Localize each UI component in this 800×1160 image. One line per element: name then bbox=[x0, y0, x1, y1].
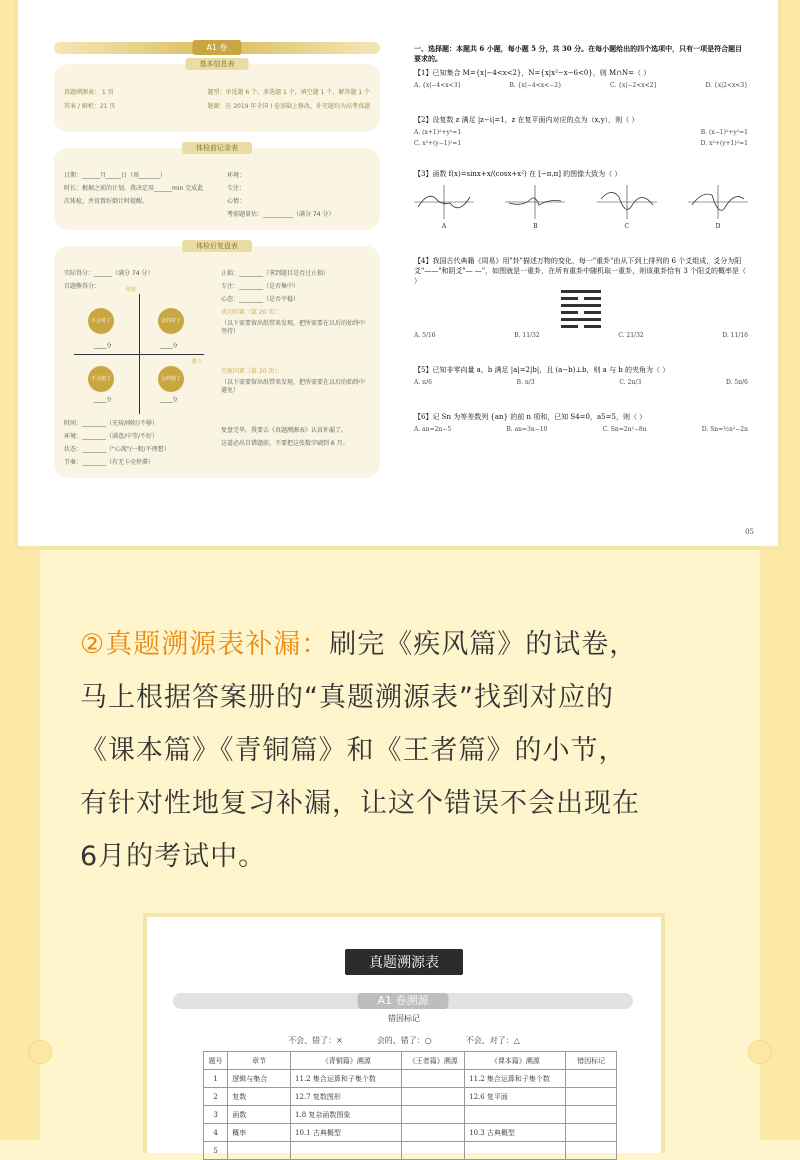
table-cell: 4 bbox=[204, 1124, 228, 1142]
table-cell: 11.2 集合运算和子集个数 bbox=[465, 1070, 566, 1088]
copy-line-2: 马上根据答案册的“真题溯源表”找到对应的 bbox=[80, 682, 614, 713]
table-cell bbox=[402, 1106, 465, 1124]
question-6 bbox=[414, 412, 748, 433]
q4-opt-d: D. 11/16 bbox=[722, 332, 748, 339]
table-row bbox=[204, 1142, 617, 1160]
table-cell: 3 bbox=[204, 1106, 228, 1124]
post-score: 实际得分：______（满分 74 分） bbox=[64, 270, 154, 277]
question-2 bbox=[414, 115, 748, 147]
pre-date: 日期：______月_____日（周_______） bbox=[64, 172, 167, 179]
basic-r1-right: 题型：单选题 6 个，多选题 1 个，填空题 1 个，解答题 1 个 bbox=[207, 89, 370, 96]
sheet-title: 真题溯源表 bbox=[345, 949, 463, 975]
table-cell: 概率 bbox=[228, 1124, 291, 1142]
basic-r2-right: 题源：在 2019 年全国 I 卷基础上修改，补充题均为高考真题 bbox=[207, 103, 370, 110]
page-number: 05 bbox=[745, 528, 754, 536]
copy-line-1: 刷完《疾风篇》的试卷， bbox=[329, 629, 638, 660]
left-notch bbox=[28, 1040, 52, 1064]
q6-opt-b: B. an=3n−10 bbox=[506, 426, 548, 433]
col-header: 《青铜篇》溯源 bbox=[291, 1052, 402, 1070]
basic-r2-left: 答案 / 解析：21 页 bbox=[64, 103, 116, 110]
blank-1: _____分 bbox=[94, 343, 112, 349]
axis-right-label: 能力 bbox=[192, 359, 203, 365]
copy-line-5: 6月的考试中。 bbox=[80, 841, 267, 872]
legend-item-2: 会的、错了：○ bbox=[376, 1036, 432, 1045]
graph-d-icon bbox=[688, 185, 748, 219]
success-factor-label: 成功因素（第 20 页）： bbox=[221, 309, 284, 316]
table-row bbox=[204, 1106, 617, 1124]
table-cell bbox=[566, 1142, 617, 1160]
table-cell bbox=[566, 1070, 617, 1088]
pre-focus: 专注： bbox=[227, 185, 246, 192]
question-5 bbox=[414, 365, 748, 386]
traceback-sheet-image bbox=[143, 913, 665, 1153]
post-stoploss: 止损：________（拿到题目是否过止损） bbox=[221, 270, 330, 277]
table-cell: 函数 bbox=[228, 1106, 291, 1124]
volume-banner bbox=[54, 42, 380, 54]
sheet-legend bbox=[147, 1035, 661, 1046]
q4-opt-c: C. 21/32 bbox=[618, 332, 644, 339]
left-page bbox=[18, 0, 398, 546]
post-test-card bbox=[54, 242, 380, 478]
table-cell bbox=[402, 1088, 465, 1106]
graph-c-icon bbox=[597, 185, 657, 219]
sheet-subtitle: 错因标记 bbox=[388, 1014, 420, 1023]
copy-highlight: ②真题溯源表补漏： bbox=[80, 629, 330, 660]
table-cell bbox=[566, 1124, 617, 1142]
quadrant-known-wrong: 会的错了 bbox=[158, 366, 184, 392]
q1-opt-a: A. {x|−4<x<3} bbox=[414, 82, 462, 89]
pre-time2: 次体检，并设置好倒计时提醒。 bbox=[64, 198, 149, 205]
q5-opt-c: C. 2π/3 bbox=[619, 379, 642, 386]
table-cell bbox=[465, 1142, 566, 1160]
question-1 bbox=[414, 68, 748, 89]
q2-opt-b: B. (x−1)²+y²=1 bbox=[700, 129, 748, 136]
legend-item-1: 不会、错了：× bbox=[288, 1036, 343, 1045]
failure-factor-label: 失败因素（第 20 页）： bbox=[221, 368, 284, 375]
table-cell bbox=[402, 1124, 465, 1142]
right-page bbox=[398, 0, 778, 546]
review-note-1: 复盘完毕，我要去《真题溯源表》认真补漏了。 bbox=[221, 427, 348, 434]
post-percent: 百题熊得分： bbox=[64, 283, 101, 290]
body-copy bbox=[80, 618, 740, 883]
question-4 bbox=[414, 256, 748, 339]
post-env: 环境：________（满意/中等/不好） bbox=[64, 433, 159, 440]
q4-stem: 【4】我国古代典籍《周易》用"卦"描述万物的变化，每一"重卦"由从下到上排列的 6 个爻组成，爻分为阳爻"——"和阴爻"— —"，如图就是一重卦，在所有重卦中随机取一重卦，则该重卦恰有 3 个阳爻的概率是（ ） bbox=[414, 257, 747, 285]
table-cell: 12.6 复平面 bbox=[465, 1088, 566, 1106]
post-focus: 专注：________（是否集中） bbox=[221, 283, 300, 290]
q5-stem: 【5】已知非零向量 a，b 满足 |a|=2|b|，且 (a−b)⊥b，则 a 与 b 的夹角为（ ） bbox=[414, 366, 670, 374]
table-row bbox=[204, 1088, 617, 1106]
q2-stem: 【2】设复数 z 满足 |z−i|=1，z 在复平面内对应的点为（x,y），则（ ） bbox=[414, 116, 639, 124]
blank-2: _____分 bbox=[160, 343, 178, 349]
q6-opt-a: A. an=2n−5 bbox=[414, 426, 452, 433]
failure-note: （以下需要留出纸带来发现，把所需要在以后的始终中避免） bbox=[221, 379, 366, 394]
blank-3: _____分 bbox=[94, 397, 112, 403]
q1-opt-d: D. {x|2<x<3} bbox=[705, 82, 748, 89]
table-cell: 10.3 古典概型 bbox=[465, 1124, 566, 1142]
table-cell bbox=[465, 1106, 566, 1124]
graph-d-label: D bbox=[715, 223, 721, 230]
review-note-2: 这道必出自错题前，不要把这张数字刷到 6 月。 bbox=[221, 440, 349, 447]
success-note: （以下需要留出纸带来发现，把所需要在以后的始终中坚持） bbox=[221, 320, 366, 335]
table-cell: 1.8 复杂函数图象 bbox=[291, 1106, 402, 1124]
question-3 bbox=[414, 169, 748, 230]
basic-info-title: 基本信息表 bbox=[186, 58, 249, 70]
axis-top-label: 结果 bbox=[126, 287, 137, 293]
col-header: 《课本篇》溯源 bbox=[465, 1052, 566, 1070]
table-header-row bbox=[204, 1052, 617, 1070]
q6-stem: 【6】记 Sn 为等差数列 {an} 的前 n 项和，已知 S4=0，a5=5，则（ ） bbox=[414, 413, 647, 421]
q2-opt-a: A. (x+1)²+y²=1 bbox=[414, 129, 462, 136]
graph-c-label: C bbox=[624, 223, 629, 230]
table-cell bbox=[291, 1142, 402, 1160]
pre-test-title: 体检前记录表 bbox=[182, 142, 252, 154]
q4-opt-b: B. 11/32 bbox=[514, 332, 540, 339]
q2-opt-d: D. x²+(y+1)²=1 bbox=[700, 140, 748, 147]
q6-opt-c: C. Sn=2n²−8n bbox=[602, 426, 647, 433]
basic-r1-left: 真题溯源表： 1 页 bbox=[64, 89, 114, 96]
table-cell: 1 bbox=[204, 1070, 228, 1088]
pre-test-card bbox=[54, 144, 380, 230]
q2-opt-c: C. x²+(y−1)²=1 bbox=[414, 140, 462, 147]
post-state: 状态：________（"心流"/一般/不理想） bbox=[64, 446, 170, 453]
q3-stem: 【3】函数 f(x)=sinx+x/(cosx+x²) 在 [−π,π] 的图像大致为（ ） bbox=[414, 170, 622, 178]
quadrant-unknown-right: 不会对了 bbox=[88, 308, 114, 334]
graph-b-label: B bbox=[533, 223, 538, 230]
col-header: 错因标记 bbox=[566, 1052, 617, 1070]
q5-opt-b: B. π/3 bbox=[516, 379, 535, 386]
table-cell: 复数 bbox=[228, 1088, 291, 1106]
q5-opt-d: D. 5π/6 bbox=[725, 379, 748, 386]
table-cell bbox=[566, 1106, 617, 1124]
col-header: 《王者篇》溯源 bbox=[402, 1052, 465, 1070]
pre-time: 时长：根据之前的计划，我决定用______min 完成此 bbox=[64, 185, 204, 192]
table-cell: 10.1 古典概型 bbox=[291, 1124, 402, 1142]
traceback-table bbox=[203, 1051, 617, 1160]
right-notch bbox=[748, 1040, 772, 1064]
table-cell: 逻辑与集合 bbox=[228, 1070, 291, 1088]
copy-line-4: 有针对性地复习补漏，让这个错误不会出现在 bbox=[80, 788, 640, 819]
legend-item-3: 不会、对了：△ bbox=[465, 1036, 520, 1045]
hexagram-icon bbox=[561, 290, 601, 328]
volume-tag: A1 卷 bbox=[192, 40, 241, 55]
booklet-spread-image bbox=[14, 0, 782, 550]
q6-opt-d: D. Sn=½n²−2n bbox=[701, 426, 748, 433]
basic-info-card bbox=[54, 60, 380, 132]
table-cell bbox=[566, 1088, 617, 1106]
post-time: 时间：________（充裕/刚好/不够） bbox=[64, 420, 159, 427]
post-test-title: 体检后复盘表 bbox=[182, 240, 252, 252]
quadrant-chart bbox=[74, 287, 204, 414]
sheet-band bbox=[173, 993, 633, 1009]
post-rhythm: 节奏：________（有无卡壳停滞） bbox=[64, 459, 155, 466]
col-header: 题号 bbox=[204, 1052, 228, 1070]
pre-estimate: 考前题量估：__________（满分 74 分） bbox=[227, 211, 335, 218]
q1-stem: 【1】已知集合 M={x|−4<x<2}，N={x|x²−x−6<0}，则 M∩N=（ ） bbox=[414, 69, 651, 77]
table-cell: 11.2 集合运算和子集个数 bbox=[291, 1070, 402, 1088]
pre-mood: 心情： bbox=[227, 198, 246, 205]
pre-env: 环境： bbox=[227, 172, 246, 179]
table-cell bbox=[402, 1070, 465, 1088]
table-row bbox=[204, 1070, 617, 1088]
table-cell: 5 bbox=[204, 1142, 228, 1160]
quadrant-known-right: 会的对了 bbox=[158, 308, 184, 334]
table-cell bbox=[228, 1142, 291, 1160]
section-heading: 一、选择题：本题共 6 小题，每小题 5 分，共 30 分。在每小题给出的四个选项中，只有一项是符合题目要求的。 bbox=[414, 44, 743, 63]
q5-opt-a: A. π/6 bbox=[414, 379, 432, 386]
graph-a-icon bbox=[414, 185, 474, 219]
q1-opt-b: B. {x|−4<x<−2} bbox=[509, 82, 562, 89]
table-cell: 12.7 复数图形 bbox=[291, 1088, 402, 1106]
graph-a-label: A bbox=[441, 223, 447, 230]
q1-opt-c: C. {x|−2<x<2} bbox=[609, 82, 658, 89]
sheet-band-label: A1 卷溯源 bbox=[357, 993, 448, 1009]
table-cell: 2 bbox=[204, 1088, 228, 1106]
post-mood: 心态：________（是否平稳） bbox=[221, 296, 300, 303]
table-row bbox=[204, 1124, 617, 1142]
quadrant-unknown-wrong: 不会错了 bbox=[88, 366, 114, 392]
copy-line-3: 《课本篇》《青铜篇》和《王者篇》的小节， bbox=[80, 735, 627, 766]
blank-4: _____分 bbox=[160, 397, 178, 403]
graph-b-icon bbox=[505, 185, 565, 219]
table-cell bbox=[402, 1142, 465, 1160]
col-header: 章节 bbox=[228, 1052, 291, 1070]
q4-opt-a: A. 5/16 bbox=[414, 332, 436, 339]
